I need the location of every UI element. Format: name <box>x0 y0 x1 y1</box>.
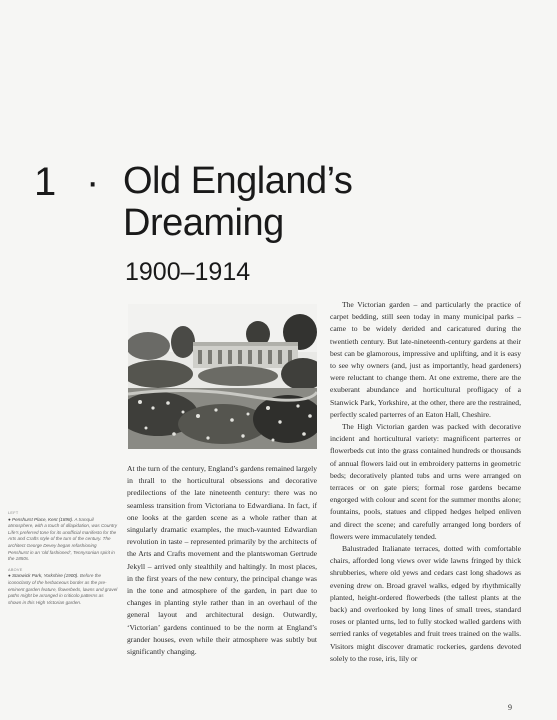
caption-label: ABOVE <box>8 567 23 572</box>
caption-above <box>8 567 118 607</box>
chapter-title-line2: Dreaming <box>123 202 284 244</box>
chapter-title-line1: Old England’s <box>123 160 353 202</box>
chapter-years: 1900–1914 <box>125 258 251 286</box>
paragraph: Balustraded Italianate terraces, dotted with comfortable chairs, afforded long views over wide lawns fringed by thick shrubberies, where old yews and cedars cast long shadows as evening drew on. Broad gravel walks, edged by rhythmically planted, height-ordered flowerbeds (the tallest plants at the back) and overlooked by long lines of small trees, standard roses or planted urns, led to fully stocked walled gardens with serried ranks of vegetables and fruit trees trained on the walls. Visitors might discover dramatic rockeries, gardens devoted solely to the rose, iris, lily or <box>330 544 521 663</box>
chapter-separator: · <box>86 160 100 204</box>
caption-label: LEFT <box>8 511 19 515</box>
caption-title: ● Penshurst Place, Kent (1898). <box>8 516 74 522</box>
caption-text: A tranquil atmosphere, with a touch of dilapidation, was Country Life’s preferred tone for its unofficial manifesto for the Arts and Crafts style of the turn of the century. The architect George Devey began refashioning Penshurst in an ‘old fashioned’, Tennysonian spirit in the 1850s. <box>8 516 118 562</box>
page-number: 9 <box>508 703 512 712</box>
body-column-right <box>330 299 521 665</box>
caption-title: ● Stanwick Park, Yorkshire (1900). <box>8 573 79 579</box>
paragraph: The High Victorian garden was packed with decorative incident and horticultural variety: magnificent parterres or flowerbeds cut into the grass contained hundreds or thousands of annual flowers laid out in embroidery patterns in geometric beds; decoratively planted tubs and urns were arranged on terraces or on gate piers; formal rose gardens became engorged with colour and scent for the summer months alone; fountains, pools, statues and clipped hedges helped enliven and direct the scene; and carefully arranged long borders of flowers were immaculately tended. <box>330 422 521 541</box>
caption-left <box>8 510 118 563</box>
garden-photo <box>128 304 317 449</box>
body-column-left <box>127 463 317 658</box>
chapter-number: 1 <box>34 160 57 204</box>
chapter-title <box>123 160 352 244</box>
paragraph: The Victorian garden – and particularly the practice of carpet bedding, still seen today in many municipal parks – came to be widely derided and caricatured during the twentieth century. But late-nineteenth-century gardens at their best can be glamorous, impressive and uplifting, and it is easy to see why owners (and, just as importantly, head gardeners) were reluctant to change them. At one extreme, there are the exuberant abundance and horticultural profligacy of a Stanwick Park, Yorkshire, at the other, there are the restrained, perfectly scaled parterres of an Eaton Hall, Cheshire. <box>330 300 521 419</box>
captions <box>8 510 118 610</box>
paragraph: At the turn of the century, England’s gardens remained largely in thrall to the horticultural obsessions and decorative predilections of the late nineteenth century: there was no seamless transition from Victoriana to Edwardiana. In fact, if one looks at the garden scene as a whole rather than at singularly dramatic examples, the much-vaunted Edwardian revolution in taste – represented primarily by the architects of the Arts and Crafts movement and the plantswoman Gertrude Jekyll – arrived only stealthily and haltingly. In most places, in the first years of the new century, the principal change was in the tone and atmosphere of the garden, in part due to changes in planting style rather than in an overhaul of the general layout and architectural design. Outwardly, ‘Victorian’ gardens continued to be the norm at England’s grander houses, even while their atmosphere was subtly but significantly changing. <box>127 464 317 657</box>
caption-text: Before the iconoclasty of the herbaceous border as the pre-eminent garden feature, flowerbeds, lawns and gravel paths might be arranged in criticolo patterns as shown in this High Victorian garden. <box>8 573 118 605</box>
